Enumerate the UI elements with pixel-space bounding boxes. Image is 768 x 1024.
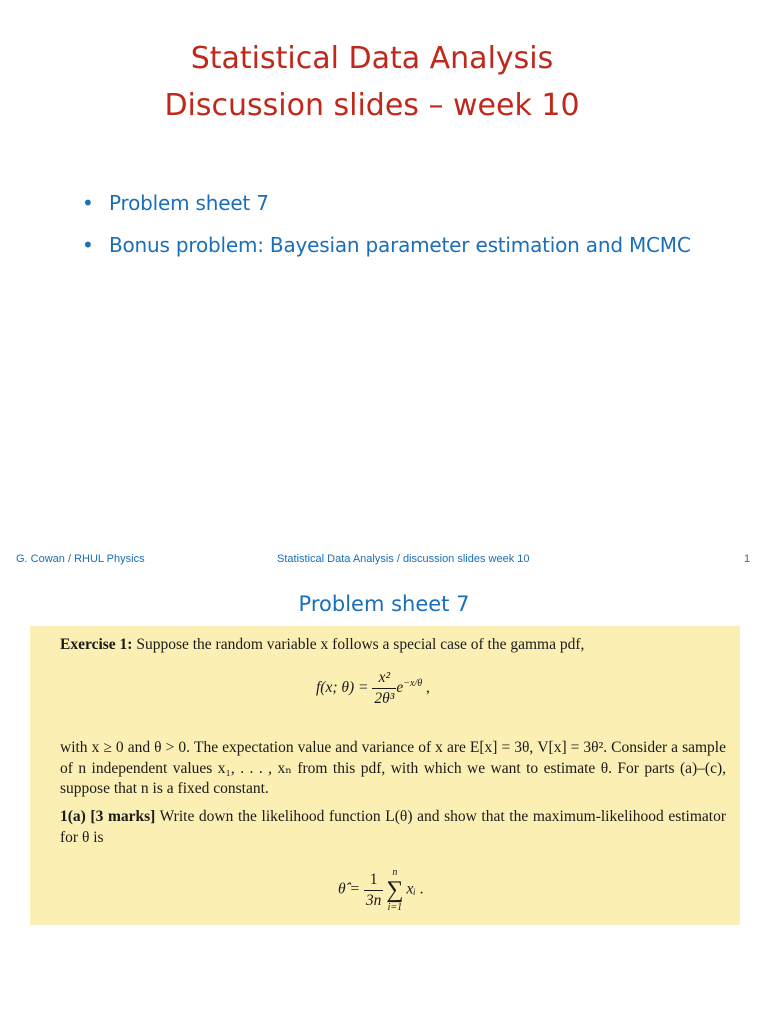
sum-upper-limit: n — [392, 867, 398, 878]
sum-symbol: ∑ — [386, 877, 404, 903]
footer-course: Statistical Data Analysis / discussion slides week 10 — [277, 553, 530, 565]
estimator-fraction — [364, 871, 384, 910]
pdf-lhs: f(x; θ) = — [316, 679, 373, 697]
pdf-denominator: 2θ³ — [374, 690, 395, 707]
pdf-equation — [316, 669, 430, 708]
summation — [386, 867, 403, 913]
exercise-label: Exercise 1: — [60, 636, 133, 653]
slide-title-line2: Discussion slides – week 10 — [164, 88, 580, 123]
estimator-tail: . — [415, 880, 424, 898]
bullet-list — [82, 190, 691, 274]
pdf-exp-base: e — [396, 679, 404, 697]
estimator-denominator: 3n — [365, 891, 382, 909]
pdf-tail: , — [422, 679, 430, 697]
problem-sheet-slide — [0, 578, 768, 1024]
estimator-term: xᵢ — [406, 880, 416, 898]
bullet-text: Bonus problem: Bayesian parameter estimation and MCMC — [109, 233, 691, 257]
slide-title: Problem sheet 7 — [298, 592, 470, 616]
sum-lower-limit: i=1 — [387, 902, 403, 913]
pdf-fraction — [372, 669, 396, 708]
exercise-box — [30, 626, 740, 925]
bullet-item — [82, 232, 691, 258]
exercise-conditions: with x ≥ 0 and θ > 0. The expectation value and variance of x are E[x] = 3θ, V[x] = 3θ². Consider a sample of n independent values x₁, . . . , xₙ from this pdf, with which we want to estimate θ. For parts (a)–(c), suppose that n is a fixed constant. — [60, 739, 726, 797]
estimator-lhs: θ̂ = — [338, 880, 364, 898]
bullet-item — [82, 190, 691, 216]
pdf-numerator: x² — [372, 669, 396, 689]
part-label: 1(a) [3 marks] — [60, 808, 156, 825]
exercise-intro-text: Suppose the random variable x follows a special case of the gamma pdf, — [132, 636, 585, 653]
footer-author: G. Cowan / RHUL Physics — [16, 553, 145, 565]
bullet-icon: • — [82, 233, 94, 257]
exercise-part-a — [60, 807, 726, 848]
footer-page-number: 1 — [744, 553, 751, 565]
slide-title-line1: Statistical Data Analysis — [190, 41, 554, 76]
estimator-equation — [338, 867, 424, 913]
estimator-numerator: 1 — [364, 871, 384, 891]
bullet-icon: • — [82, 191, 94, 215]
exercise-intro — [60, 635, 726, 656]
part-text: Write down the likelihood function L(θ) and show that the maximum-likelihood estimator for θ is — [60, 808, 727, 846]
pdf-exponent: −x/θ — [403, 677, 423, 689]
bullet-text: Problem sheet 7 — [109, 191, 269, 215]
